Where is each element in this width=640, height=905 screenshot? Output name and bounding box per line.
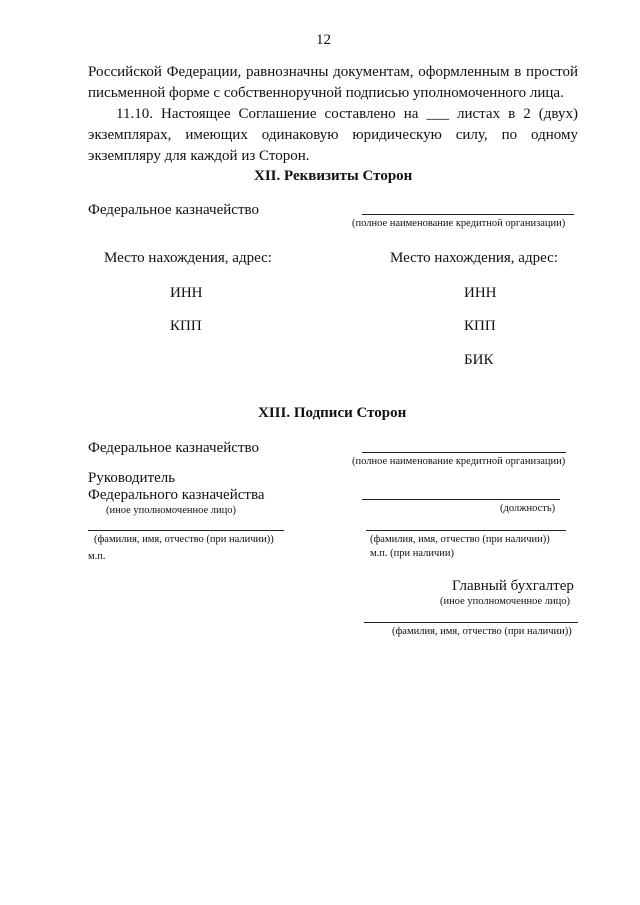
left-fio-caption: (фамилия, имя, отчество (при наличии))	[94, 534, 274, 545]
left-kpp-label: КПП	[170, 318, 202, 334]
section-12-title: XII. Реквизиты Сторон	[254, 168, 413, 184]
intro-text	[88, 62, 578, 167]
left-address-label: Место нахождения, адрес:	[104, 250, 272, 266]
chief-accountant-caption: (иное уполномоченное лицо)	[440, 596, 570, 607]
section-13-title: XIII. Подписи Сторон	[258, 405, 407, 421]
chief-accountant-title: Главный бухгалтер	[452, 578, 574, 594]
signatures-right-org-line	[362, 452, 566, 453]
chief-fio-caption: (фамилия, имя, отчество (при наличии))	[392, 626, 572, 637]
right-stamp-label: м.п. (при наличии)	[370, 548, 454, 559]
intro-line-4: экземплярах, имеющих одинаковую юридическую силу, по одному	[88, 127, 578, 143]
left-stamp-label: м.п.	[88, 551, 106, 562]
intro-line-5: экземпляру для каждой из Сторон.	[88, 148, 310, 164]
signatures-right-org-caption: (полное наименование кредитной организации)	[352, 456, 566, 467]
right-bik-label: БИК	[464, 352, 494, 368]
signatures-left-org: Федеральное казначейство	[88, 440, 259, 456]
right-fio-line	[366, 530, 566, 531]
page-number: 12	[316, 32, 331, 48]
right-fio-caption: (фамилия, имя, отчество (при наличии))	[370, 534, 550, 545]
intro-line-2: письменной форме с собственноручной подписью уполномоченного лица.	[88, 85, 564, 101]
head-caption: (иное уполномоченное лицо)	[106, 505, 236, 516]
right-address-label: Место нахождения, адрес:	[390, 250, 558, 266]
chief-fio-line	[364, 622, 578, 623]
intro-line-1: Российской Федерации, равнозначны документам, оформленным в простой	[88, 64, 578, 80]
head-title-line-2: Федерального казначейства	[88, 487, 265, 503]
right-kpp-label: КПП	[464, 318, 496, 334]
position-line	[362, 499, 560, 500]
left-inn-label: ИНН	[170, 285, 203, 301]
right-org-signature-line	[362, 214, 574, 215]
intro-line-3: 11.10. Настоящее Соглашение составлено на ___ листах в 2 (двух)	[116, 106, 578, 122]
left-fio-line	[88, 530, 284, 531]
position-caption: (должность)	[500, 503, 556, 514]
right-inn-label: ИНН	[464, 285, 497, 301]
right-org-caption: (полное наименование кредитной организации)	[352, 218, 566, 229]
left-org-name: Федеральное казначейство	[88, 202, 259, 218]
head-title-line-1: Руководитель	[88, 470, 176, 486]
